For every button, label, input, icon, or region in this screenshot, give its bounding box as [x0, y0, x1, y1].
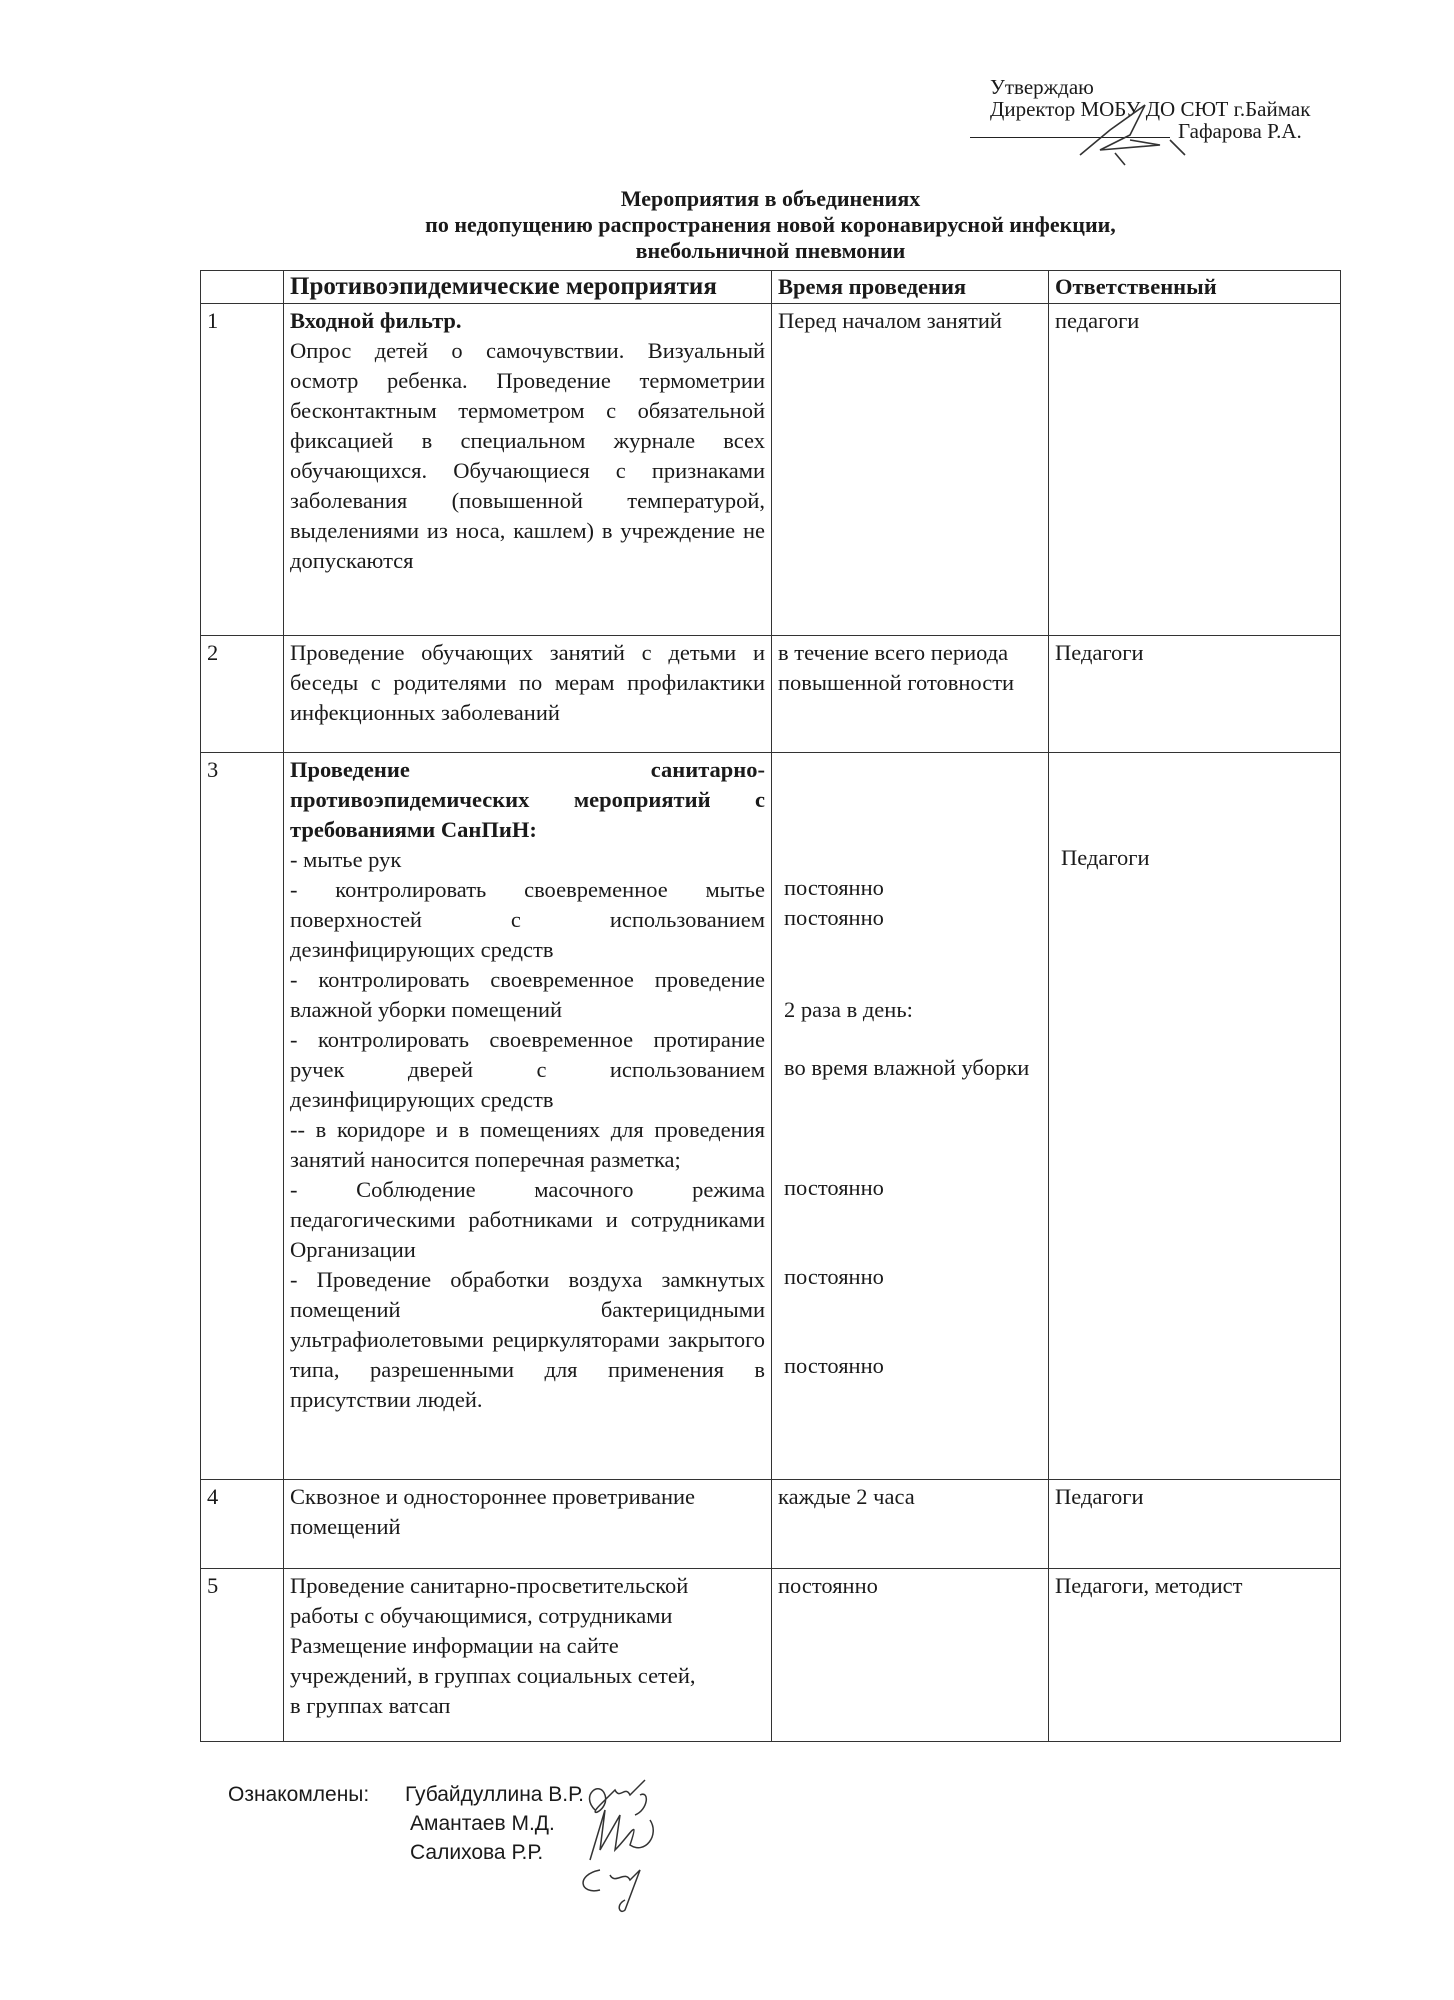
- row-num: 5: [201, 1569, 284, 1742]
- table-row: [201, 753, 1341, 1480]
- row-responsible: [1049, 753, 1341, 1480]
- row-measure: [284, 304, 772, 636]
- header-time: Время проведения: [772, 271, 1049, 304]
- row-time: каждые 2 часа: [772, 1480, 1049, 1569]
- acknowledged-name: Губайдуллина В.Р.: [405, 1783, 585, 1806]
- row-responsible: Педагоги: [1049, 636, 1341, 753]
- table-header-row: [201, 271, 1341, 304]
- table-row: [201, 1480, 1341, 1569]
- table-row: [201, 1569, 1341, 1742]
- row-time: [772, 753, 1049, 1480]
- measure-title: Проведение санитарно-противоэпидемических мероприятий с требованиями СанПиН:: [290, 757, 765, 842]
- row-time: постоянно: [772, 1569, 1049, 1742]
- director-signature: [1070, 95, 1230, 165]
- measure-item: - контролировать своевременное проведение влажной уборки помещений: [290, 967, 765, 1022]
- row-num: 1: [201, 304, 284, 636]
- row-num: 2: [201, 636, 284, 753]
- time-item: постоянно: [784, 875, 884, 900]
- row-responsible: педагоги: [1049, 304, 1341, 636]
- responsible-text: Педагоги: [1061, 845, 1150, 870]
- time-item: 2 раза в день:: [784, 997, 913, 1022]
- row-measure: [284, 753, 772, 1480]
- row-responsible: Педагоги: [1049, 1480, 1341, 1569]
- measure-item: - Соблюдение масочного режима педагогическими работниками и сотрудниками Организации: [290, 1177, 765, 1262]
- row-num: 4: [201, 1480, 284, 1569]
- acknowledgement-block: [228, 1780, 585, 1864]
- row-measure: Проведение обучающих занятий с детьми и беседы с родителями по мерам профилактики инфекционных заболеваний: [284, 636, 772, 753]
- measure-text: Опрос детей о самочувствии. Визуальный осмотр ребенка. Проведение термометрии бесконтактным термометром с обязательной фиксацией в специальном журнале всех обучающихся. Обучающиеся с признаками заболевания (повышенной температурой, выделениями из носа, кашлем) в учреждение не допускаются: [290, 338, 765, 573]
- measure-item: - контролировать своевременное протирание ручек дверей с использованием дезинфицирующих средств: [290, 1027, 765, 1112]
- approval-name: Гафарова Р.А.: [1178, 119, 1302, 143]
- document-title: [200, 186, 1341, 264]
- header-measures: Противоэпидемические мероприятия: [284, 271, 772, 304]
- header-num: [201, 271, 284, 304]
- acknowledgement-label: Ознакомлены:: [228, 1783, 370, 1806]
- time-item: во время влажной уборки: [784, 1055, 1030, 1080]
- row-time: в течение всего периода повышенной готовности: [772, 636, 1049, 753]
- row-num: 3: [201, 753, 284, 1480]
- measure-item: - Проведение обработки воздуха замкнутых помещений бактерицидными ультрафиолетовыми рециркуляторами закрытого типа, разрешенными для применения в присутствии людей.: [290, 1267, 765, 1412]
- time-item: постоянно: [784, 905, 884, 930]
- title-line-1: Мероприятия в объединениях: [620, 186, 921, 211]
- approval-position: Директор МОБУ ДО СЮТ г.Баймак: [990, 97, 1311, 121]
- title-line-3: внебольничной пневмонии: [635, 238, 906, 263]
- measure-title: Входной фильтр.: [290, 308, 462, 333]
- row-measure: Проведение санитарно-просветительской работы с обучающимися, сотрудниками Размещение информации на сайте учреждений, в группах социальных сетей, в группах ватсап: [284, 1569, 772, 1742]
- time-item: постоянно: [784, 1175, 884, 1200]
- measure-item: - контролировать своевременное мытье поверхностей с использованием дезинфицирующих средств: [290, 877, 765, 962]
- header-responsible: Ответственный: [1049, 271, 1341, 304]
- acknowledged-name: Салихова Р.Р.: [410, 1841, 544, 1864]
- time-item: постоянно: [784, 1353, 884, 1378]
- measure-item: -- в коридоре и в помещениях для проведения занятий наносится поперечная разметка;: [290, 1117, 765, 1172]
- row-responsible: Педагоги, методист: [1049, 1569, 1341, 1742]
- measures-table: [200, 270, 1341, 1742]
- row-time: Перед началом занятий: [772, 304, 1049, 636]
- staff-signatures: [570, 1775, 680, 1915]
- approval-label: Утверждаю: [990, 75, 1094, 99]
- title-line-2: по недопущению распространения новой коронавирусной инфекции,: [425, 212, 1116, 237]
- measure-item: - мытье рук: [290, 847, 402, 872]
- acknowledged-name: Амантаев М.Д.: [410, 1812, 555, 1835]
- table-row: [201, 636, 1341, 753]
- table-row: [201, 304, 1341, 636]
- time-item: постоянно: [784, 1264, 884, 1289]
- row-measure: Сквозное и одностороннее проветривание помещений: [284, 1480, 772, 1569]
